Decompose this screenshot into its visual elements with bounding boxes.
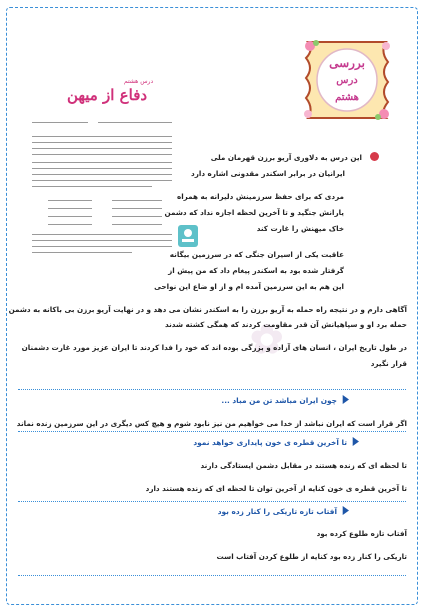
divider-3 bbox=[18, 501, 406, 502]
section-2-arrow-icon bbox=[350, 437, 359, 446]
paragraph-2-line-2: گرفتار شده بود به اسکندر پیغام داد که من پیش از bbox=[168, 266, 344, 275]
paragraph-2-line-1: عاقبت یکی از اسیران جنگی که در سرزمین بیگانه bbox=[169, 250, 344, 259]
paragraph-2-line-3: این هم به این سرزمین آمده ام و از او ضاع این نواحی bbox=[154, 282, 344, 291]
paragraph-3-line-2: حمله برد او و سپاهیانش آن قدر مقاومت کردند که همگی کشته شدند bbox=[164, 320, 407, 329]
section-1-heading: چون ایران مباشد تن من مباد ... bbox=[221, 396, 337, 405]
section-3-line-1: آفتاب تازه طلوع کرده بود bbox=[316, 529, 407, 538]
section-3-arrow-icon bbox=[340, 506, 349, 515]
section-3-line-2: تاریکی را کنار زده بود کنایه از طلوع کردن آفتاب است bbox=[216, 552, 407, 561]
paragraph-3-line-1: آگاهی دارم و در نتیجه راه حمله به آریو برزن را به اسکندر نشان می دهد و در نهایت آریو برزن بی باکانه به دشمن bbox=[8, 305, 407, 314]
divider-4 bbox=[18, 575, 406, 576]
intro-line-1: این درس به دلاوری آریو برزن قهرمان ملی bbox=[210, 153, 362, 162]
paragraph-1-line-1: مردی که برای حفظ سرزمینش دلیرانه به همراه bbox=[176, 192, 344, 201]
paragraph-4-line-2: قرار نگیرد bbox=[370, 359, 407, 368]
section-3-heading: آفتاب تازه تاریکی را کنار زده بود bbox=[217, 507, 337, 516]
textbook-page-image bbox=[28, 78, 178, 298]
section-2-line-1: تا لحظه ای که زنده هستند در مقابل دشمن ایستادگی دارند bbox=[200, 461, 407, 470]
section-1-arrow-icon bbox=[340, 395, 349, 404]
paragraph-1-line-2: یارانش جنگید و تا آخرین لحظه اجازه نداد که دشمن bbox=[164, 208, 344, 217]
watermark: ✿ bbox=[250, 316, 284, 363]
book-title: دفاع از میهن bbox=[66, 86, 148, 104]
section-1-line-1: اگر قرار است که ایران نباشد از خدا می خواهیم من نیز نابود شوم و هیچ کس دیگری در این سرزمین زنده نماند bbox=[16, 419, 407, 428]
badge-line-2: درس bbox=[336, 75, 358, 86]
section-2-line-2: تا آخرین قطره ی خون کنایه از آخرین توان تا لحظه ای که زنده هستند دارد bbox=[145, 484, 407, 493]
intro-line-2: ایرانیان در برابر اسکندر مقدونی اشاره دارد bbox=[191, 169, 345, 178]
badge-line-3: هشتم bbox=[335, 92, 359, 103]
paragraph-4-line-1: در طول تاریخ ایران ، انسان های آزاده و بزرگی بوده اند که خود را فدا کردند تا ایران عزیز مورد غارت دشمنان bbox=[21, 343, 407, 352]
section-2-heading: تا آخرین قطره ی خون پایداری خواهد نمود bbox=[193, 438, 347, 447]
badge-line-1: بررسی bbox=[329, 56, 365, 70]
divider-2 bbox=[18, 431, 406, 432]
intro-bullet-icon bbox=[370, 152, 379, 161]
book-tag-icon bbox=[176, 223, 200, 249]
paragraph-1-line-3: خاک میهنش را غارت کند bbox=[256, 224, 344, 233]
book-subtitle: درس هشتم bbox=[124, 78, 154, 85]
divider-1 bbox=[18, 389, 406, 390]
